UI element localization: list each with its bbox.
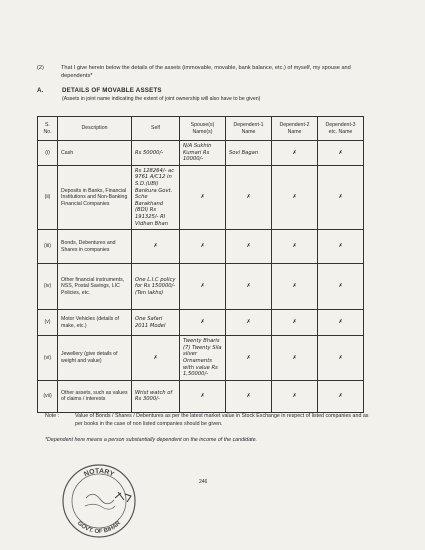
row-spouse-value: ✗ <box>180 380 226 412</box>
row-dependent-2-value: ✗ <box>272 264 318 310</box>
intro-number: (2) <box>37 65 44 71</box>
row-self-value: Wrist watch of Rs 3000/- <box>132 380 180 412</box>
table-row <box>38 264 364 310</box>
table-row <box>38 336 364 381</box>
row-dependent-3-value: ✗ <box>318 141 364 166</box>
row-spouse-value: ✗ <box>180 310 226 336</box>
row-sno: (i) <box>38 141 58 166</box>
table-row <box>38 310 364 336</box>
row-dependent-2-value: ✗ <box>272 310 318 336</box>
note-text: Value of Bonds / Shares / Debentures as per the latest market value in Stock Exchange in respect of listed companies and as per books in the case of non listed companies should be given. <box>75 413 369 427</box>
row-sno: (vii) <box>38 380 58 412</box>
row-description: Deposits in Banks, Financial Institutions and Non-Banking Financial Companies <box>58 165 132 229</box>
page-number: 246 <box>199 479 208 485</box>
header-dependent-3: Dependent-3 etc. Name <box>318 117 364 141</box>
table-header-row <box>38 117 364 141</box>
row-dependent-1-value: ✗ <box>226 380 272 412</box>
row-spouse-value: Twenty Bharis (7) Twenty Sila silver Ornaments with value Rs 1,50000/- <box>180 336 226 381</box>
svg-text:NOTARY <box>83 468 115 479</box>
seal-bottom-text: GOVT. OF BIHAR <box>75 520 123 536</box>
row-sno: (v) <box>38 310 58 336</box>
row-dependent-3-value: ✗ <box>318 165 364 229</box>
row-spouse-value: N/A Sukhin Kumari Rs 10000/- <box>180 141 226 166</box>
table-row <box>38 165 364 229</box>
row-spouse-value: ✗ <box>180 230 226 264</box>
row-sno: (ii) <box>38 165 58 229</box>
row-sno: (iii) <box>38 230 58 264</box>
row-description: Other assets, such as values of claims / interests <box>58 380 132 412</box>
row-dependent-2-value: ✗ <box>272 336 318 381</box>
row-dependent-2-value: ✗ <box>272 380 318 412</box>
header-dependent-2: Dependent-2 Name <box>272 117 318 141</box>
row-sno: (vi) <box>38 336 58 381</box>
row-spouse-value: ✗ <box>180 165 226 229</box>
row-dependent-2-value: ✗ <box>272 230 318 264</box>
row-sno: (iv) <box>38 264 58 310</box>
row-dependent-3-value: ✗ <box>318 264 364 310</box>
row-dependent-3-value: ✗ <box>318 380 364 412</box>
dependent-definition-note: *Dependent here means a person substantially dependent on the income of the candidate. <box>45 437 258 443</box>
row-description: Motor Vehicles (details of make, etc.) <box>58 310 132 336</box>
note-label: Note : <box>45 413 60 419</box>
row-dependent-1-value: ✗ <box>226 264 272 310</box>
table-row <box>38 230 364 264</box>
row-self-value: ✗ <box>132 336 180 381</box>
header-description: Description <box>58 117 132 141</box>
seal-top-text: NOTARY <box>83 467 115 479</box>
row-dependent-3-value: ✗ <box>318 310 364 336</box>
header-dependent-1: Dependent-1 Name <box>226 117 272 141</box>
header-self: Self <box>132 117 180 141</box>
row-description: Bonds, Debentures and Shares in companies <box>58 230 132 264</box>
movable-assets-table <box>37 116 364 413</box>
row-dependent-1-value: ✗ <box>226 165 272 229</box>
signature-mark <box>113 490 135 506</box>
row-dependent-1-value: Sovi Bagan <box>226 141 272 166</box>
section-letter: A. <box>37 87 44 94</box>
row-dependent-1-value: ✗ <box>226 230 272 264</box>
table-row <box>38 141 364 166</box>
table-row <box>38 380 364 412</box>
row-description: Other financial instruments, NSS, Postal Savings, LIC Policies, etc. <box>58 264 132 310</box>
row-dependent-3-value: ✗ <box>318 230 364 264</box>
row-self-value: One Safari 2011 Model <box>132 310 180 336</box>
row-self-value: One L.I.C policy for Rs 150000/- (Ten lakhs) <box>132 264 180 310</box>
row-self-value: Rs 128264/- ac 9761 A/C12 in S.D.(UBI) Bankura Govt. Sche Barakhand (BDI) Rs 191325/- RI Vidhan Bhan <box>132 165 180 229</box>
row-dependent-1-value: ✗ <box>226 310 272 336</box>
row-dependent-3-value: ✗ <box>318 336 364 381</box>
row-description: Jewellery (give details of weight and value) <box>58 336 132 381</box>
row-description: Cash <box>58 141 132 166</box>
section-subtitle: (Assets in joint name indicating the extent of joint ownership will also have to be given) <box>62 96 261 102</box>
row-dependent-1-value: ✗ <box>226 336 272 381</box>
row-dependent-2-value: ✗ <box>272 165 318 229</box>
section-title: DETAILS OF MOVABLE ASSETS <box>62 87 162 94</box>
header-spouse: Spouse(s) Name(s) <box>180 117 226 141</box>
row-self-value: ✗ <box>132 230 180 264</box>
row-self-value: Rs 50000/- <box>132 141 180 166</box>
row-dependent-2-value: ✗ <box>272 141 318 166</box>
header-sno: S. No. <box>38 117 58 141</box>
intro-text: That I give herein below the details of the assets (immovable, movable, bank balance, etc.) of myself, my spouse and dependents* <box>61 65 351 79</box>
row-spouse-value: ✗ <box>180 264 226 310</box>
